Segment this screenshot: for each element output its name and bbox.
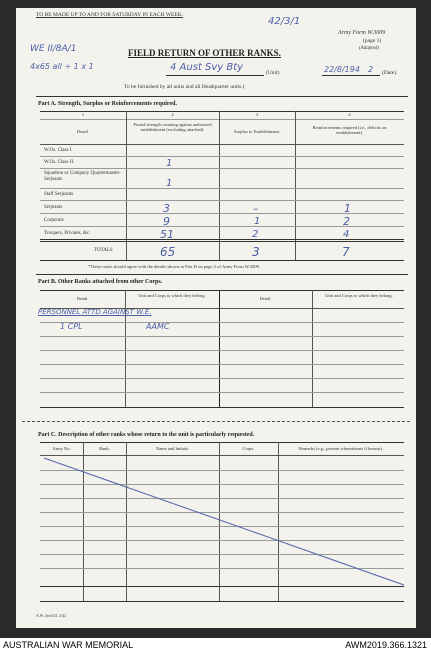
value-strength-corporals: 9 — [163, 215, 170, 228]
col-number-1: 1 — [81, 112, 85, 117]
value-strength-troopers: 51 — [160, 228, 174, 241]
unit-label: (Unit) — [266, 70, 280, 76]
handwritten-attached-detail: 1 CPL — [60, 322, 83, 331]
footer-accession-number: AWM2019.366.1321 — [345, 640, 427, 650]
form-title: FIELD RETURN OF OTHER RANKS. — [128, 48, 281, 58]
handwritten-unit: 4 Aust Svy Bty — [170, 62, 244, 73]
value-total-reinf: 7 — [342, 245, 350, 259]
value-total-surplus: 3 — [252, 245, 260, 259]
handwritten-date-year: 2 — [368, 65, 374, 74]
handwritten-reference-1: WE II/8A/1 — [30, 44, 77, 54]
form-id: Army Form W.3009 — [338, 30, 386, 36]
row-label-serjeants: Serjeants — [44, 205, 63, 210]
col-header-posted-strength: Posted strength counting against authorised establishment (excluding attached). — [133, 122, 212, 132]
part-a-heading: Part A. Strength, Surplus or Reinforcements required. — [38, 101, 177, 107]
part-c-col-rank: Rank. — [99, 446, 110, 451]
part-a-footnote: *These totals should agree with the details shown in Part D on page 2 of Army Form W.3009. — [88, 264, 261, 269]
part-b-col-unit-1: Unit and Corps to which they belong. — [138, 293, 206, 298]
handwritten-attached-unit: AAMC — [146, 322, 170, 331]
diagonal-strike — [44, 458, 404, 585]
row-label-staff-serjeants: Staff Serjeants — [44, 192, 74, 197]
value-surplus-corporals: 1 — [254, 216, 261, 227]
part-c-col-army-no: Army No. — [52, 446, 71, 451]
handwritten-attached-heading: PERSONNEL ATTD AGAINST W.E. — [38, 308, 152, 316]
col-header-reinforcements: Reinforcements required (i.e., deficits on establishment). — [312, 125, 387, 135]
value-strength-serjeants: 3 — [163, 202, 170, 215]
value-strength-cqms: 1 — [166, 178, 173, 189]
value-strength-wo2: 1 — [166, 158, 173, 169]
handwritten-date: 22/8/194 — [324, 65, 360, 74]
part-b-heading: Part B. Other Ranks attached from other Corps. — [38, 279, 163, 285]
footer-institution: AUSTRALIAN WAR MEMORIAL — [3, 640, 134, 650]
value-surplus-troopers: 2 — [252, 229, 259, 240]
handwritten-reference-2: 4x65 all ÷ 1 x 1 — [30, 62, 94, 71]
col-header-detail: Detail. — [76, 129, 90, 134]
value-reinf-corporals: 2 — [343, 215, 350, 228]
part-b-col-detail-2: Detail. — [259, 296, 272, 301]
page-number: (page 1) — [363, 38, 382, 44]
part-c-heading: Part C. Description of other ranks whose return to the unit is particularly requested. — [38, 432, 255, 438]
part-c-col-corps: Corps. — [242, 446, 255, 451]
part-b-col-unit-2: Unit and Corps to which they belong. — [325, 293, 393, 298]
date-label: (Date). — [382, 70, 398, 76]
form-page — [16, 8, 416, 628]
value-surplus-serjeants: – — [253, 202, 259, 215]
value-total-strength: 65 — [160, 245, 176, 259]
strike-through-line — [16, 8, 416, 628]
handwritten-stamp-number: 42/3/1 — [268, 16, 301, 27]
part-c-col-remarks: Remarks (e.g., present whereabouts if known). — [298, 446, 384, 451]
print-code: A.W. 2m 6/41. 2/42 — [36, 614, 67, 618]
row-label-wo-class-2: W.Os. Class II. — [44, 160, 75, 165]
top-note: TO BE MADE UP TO AND FOR SATURDAY IN EACH WEEK. — [36, 12, 184, 18]
col-number-4: 4 — [348, 112, 351, 117]
form-subtitle: To be furnished by all units and all Headquarter units.) — [124, 84, 245, 90]
col-header-surplus: Surplus to Establishment. — [233, 129, 281, 134]
archive-footer — [0, 638, 431, 653]
adapted-note: (Adapted) — [359, 46, 379, 51]
row-label-corporals: Corporals — [44, 218, 64, 223]
row-label-totals: TOTALS — [94, 248, 113, 253]
value-reinf-serjeants: 1 — [344, 202, 351, 215]
row-label-troopers: Troopers, Privates, &c. — [44, 231, 91, 236]
part-b-col-detail-1: Detail. — [76, 296, 89, 301]
value-reinf-troopers: 4 — [343, 229, 350, 240]
col-number-3: 3 — [255, 112, 259, 117]
row-label-wo-class-1: W.Os. Class I. — [44, 148, 73, 153]
part-c-col-name: Name and Initials. — [155, 446, 190, 451]
col-number-2: 2 — [171, 112, 174, 117]
row-label-cqms: Squadron or Company Quartermaster-Serjeants — [44, 171, 121, 182]
